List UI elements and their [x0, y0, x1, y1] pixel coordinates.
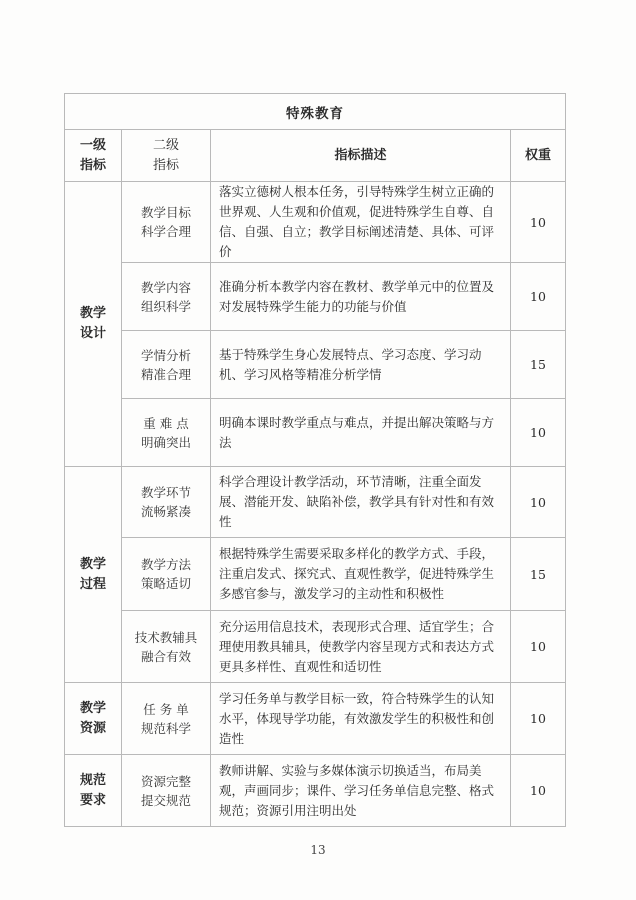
description-cell: 明确本课时教学重点与难点，并提出解决策略与方法 — [211, 399, 511, 467]
weight-cell: 15 — [511, 331, 566, 399]
table-row — [65, 467, 566, 538]
level2-cell: 资源完整 提交规范 — [122, 755, 211, 827]
header-level2: 二级 指标 — [122, 130, 211, 182]
table-title: 特殊教育 — [65, 94, 566, 130]
level2-cell: 重 难 点 明确突出 — [122, 399, 211, 467]
evaluation-table — [64, 93, 566, 827]
weight-cell: 15 — [511, 538, 566, 611]
table-row — [65, 182, 566, 263]
description-cell: 充分运用信息技术，表现形式合理、适宜学生；合理使用教具辅具，使教学内容呈现方式和表达方式更具多样性、直观性和适切性 — [211, 611, 511, 683]
table-row — [65, 538, 566, 611]
level2-cell: 学情分析 精准合理 — [122, 331, 211, 399]
weight-cell: 10 — [511, 399, 566, 467]
level2-cell: 教学内容 组织科学 — [122, 263, 211, 331]
level1-teaching-process: 教学 过程 — [65, 467, 122, 683]
description-cell: 落实立德树人根本任务，引导特殊学生树立正确的世界观、人生观和价值观，促进特殊学生自尊、自信、自强、自立；教学目标阐述清楚、具体、可评价 — [211, 182, 511, 263]
table-header-row — [65, 130, 566, 182]
table-row — [65, 683, 566, 755]
level1-standard-requirements: 规范 要求 — [65, 755, 122, 827]
weight-cell: 10 — [511, 467, 566, 538]
table-row — [65, 755, 566, 827]
weight-cell: 10 — [511, 263, 566, 331]
header-description: 指标描述 — [211, 130, 511, 182]
level2-cell: 技术教辅具 融合有效 — [122, 611, 211, 683]
level2-cell: 教学目标 科学合理 — [122, 182, 211, 263]
page-number: 13 — [310, 843, 326, 857]
weight-cell: 10 — [511, 182, 566, 263]
table-row — [65, 399, 566, 467]
table-row — [65, 331, 566, 399]
header-weight: 权重 — [511, 130, 566, 182]
table-row — [65, 263, 566, 331]
weight-cell: 10 — [511, 755, 566, 827]
description-cell: 科学合理设计教学活动，环节清晰，注重全面发展、潜能开发、缺陷补偿，教学具有针对性和有效性 — [211, 467, 511, 538]
description-cell: 根据特殊学生需要采取多样化的教学方式、手段，注重启发式、探究式、直观性教学，促进特殊学生多感官参与，激发学习的主动性和积极性 — [211, 538, 511, 611]
level2-cell: 教学环节 流畅紧凑 — [122, 467, 211, 538]
description-cell: 教师讲解、实验与多媒体演示切换适当，布局美观，声画同步；课件、学习任务单信息完整、格式规范；资源引用注明出处 — [211, 755, 511, 827]
weight-cell: 10 — [511, 611, 566, 683]
header-level1: 一级 指标 — [65, 130, 122, 182]
description-cell: 学习任务单与教学目标一致，符合特殊学生的认知水平，体现导学功能，有效激发学生的积极性和创造性 — [211, 683, 511, 755]
weight-cell: 10 — [511, 683, 566, 755]
level1-teaching-resources: 教学 资源 — [65, 683, 122, 755]
table-row — [65, 611, 566, 683]
table-title-row — [65, 94, 566, 130]
level2-cell: 教学方法 策略适切 — [122, 538, 211, 611]
description-cell: 准确分析本教学内容在教材、教学单元中的位置及对发展特殊学生能力的功能与价值 — [211, 263, 511, 331]
level1-teaching-design: 教学 设计 — [65, 182, 122, 467]
level2-cell: 任 务 单 规范科学 — [122, 683, 211, 755]
description-cell: 基于特殊学生身心发展特点、学习态度、学习动机、学习风格等精准分析学情 — [211, 331, 511, 399]
